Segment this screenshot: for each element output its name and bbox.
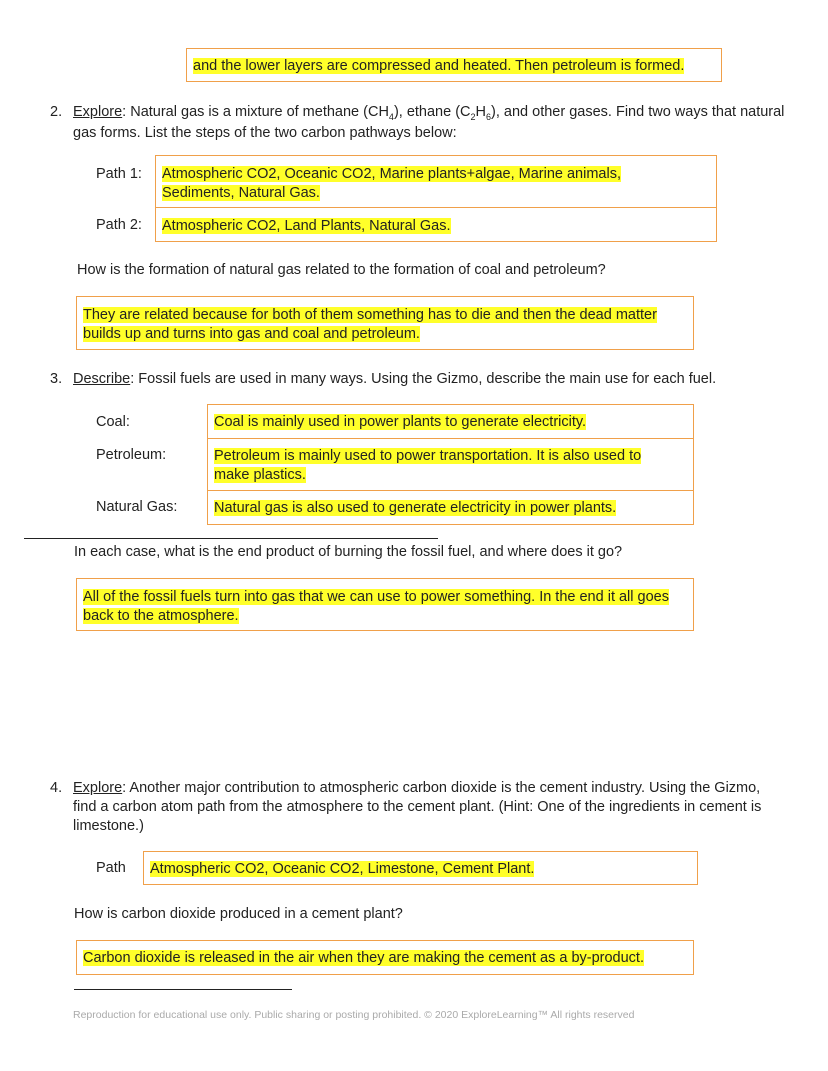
table-divider: [208, 490, 693, 491]
question-4: [50, 779, 785, 836]
coal-answer: Coal is mainly used in power plants to generate electricity.: [214, 414, 587, 430]
path1-answer: Atmospheric CO2, Oceanic CO2, Marine plants+algae, Marine animals, Sediments, Natural Gas.: [162, 166, 621, 201]
cement-path-label: Path: [96, 860, 126, 876]
prompt-label: Explore: [73, 104, 123, 120]
question-3-prompt: [73, 370, 785, 389]
question-2: [50, 103, 785, 142]
prompt-text: H: [475, 104, 487, 120]
prompt-label: Explore: [73, 780, 123, 796]
footer-rule: [74, 989, 292, 990]
petroleum-answer: Petroleum is mainly used to power transportation. It is also used to make plastics.: [214, 448, 642, 483]
question-number: 3.: [50, 371, 63, 387]
top-answer-text: and the lower layers are compressed and heated. Then petroleum is formed.: [193, 58, 685, 74]
question-2-prompt: [73, 103, 785, 142]
horizontal-rule: [24, 538, 438, 539]
question-3-followup: In each case, what is the end product of burning the fossil fuel, and where does it go?: [74, 544, 623, 560]
subscript: 4: [388, 111, 394, 122]
question-2-followup: How is the formation of natural gas related to the formation of coal and petroleum?: [77, 262, 606, 278]
prompt-text: : Another major contribution to atmospheric carbon dioxide is the cement industry. Using the Gizmo, find a carbon atom path from the atmosphere to the cement plant. (Hint: One of the ingredients in cement is limestone.): [73, 780, 762, 834]
path-answer-table: [155, 155, 717, 242]
prompt-text: ), and other gases. Find two ways that natural gas forms. List the steps of the two carbon pathways below:: [73, 104, 785, 141]
path2-answer: Atmospheric CO2, Land Plants, Natural Gas.: [162, 218, 451, 234]
coal-label: Coal:: [96, 414, 130, 430]
cement-path-answer: Atmospheric CO2, Oceanic CO2, Limestone, Cement Plant.: [150, 861, 535, 877]
path1-label: Path 1:: [96, 166, 142, 182]
natural-gas-label: Natural Gas:: [96, 499, 178, 515]
natural-gas-answer: Natural gas is also used to generate electricity in power plants.: [214, 500, 617, 516]
question-2-followup-box: [76, 296, 694, 350]
prompt-text: : Fossil fuels are used in many ways. Using the Gizmo, describe the main use for each fuel.: [130, 371, 717, 387]
table-divider: [208, 438, 693, 439]
question-3: [50, 370, 785, 389]
subscript: 2: [470, 111, 476, 122]
question-4-followup-box: [76, 940, 694, 975]
question-4-prompt: [73, 779, 785, 836]
prompt-text: ), ethane (C: [393, 104, 471, 120]
prompt-label: Describe: [73, 371, 131, 387]
fuel-use-table: [207, 404, 694, 525]
question-2-followup-answer: They are related because for both of them something has to die and then the dead matter builds up and turns into gas and coal and petroleum.: [83, 307, 657, 342]
question-number: 4.: [50, 780, 63, 796]
question-number: 2.: [50, 104, 63, 120]
table-divider: [156, 207, 716, 208]
footer-notice: Reproduction for educational use only. Public sharing or posting prohibited. © 2020 ExploreLearning™ All rights reserved: [73, 1009, 635, 1021]
top-answer-box: [186, 48, 722, 82]
path2-label: Path 2:: [96, 217, 142, 233]
question-3-followup-answer: All of the fossil fuels turn into gas that we can use to power something. In the end it all goes back to the atmosphere.: [83, 589, 669, 624]
question-3-followup-box: [76, 578, 694, 631]
question-4-followup-answer: Carbon dioxide is released in the air when they are making the cement as a by-product.: [83, 950, 644, 966]
subscript: 6: [486, 111, 492, 122]
petroleum-label: Petroleum:: [96, 447, 167, 463]
prompt-text: : Natural gas is a mixture of methane (CH: [122, 104, 389, 120]
question-4-followup: How is carbon dioxide produced in a cement plant?: [74, 906, 403, 922]
cement-path-box: [143, 851, 698, 885]
